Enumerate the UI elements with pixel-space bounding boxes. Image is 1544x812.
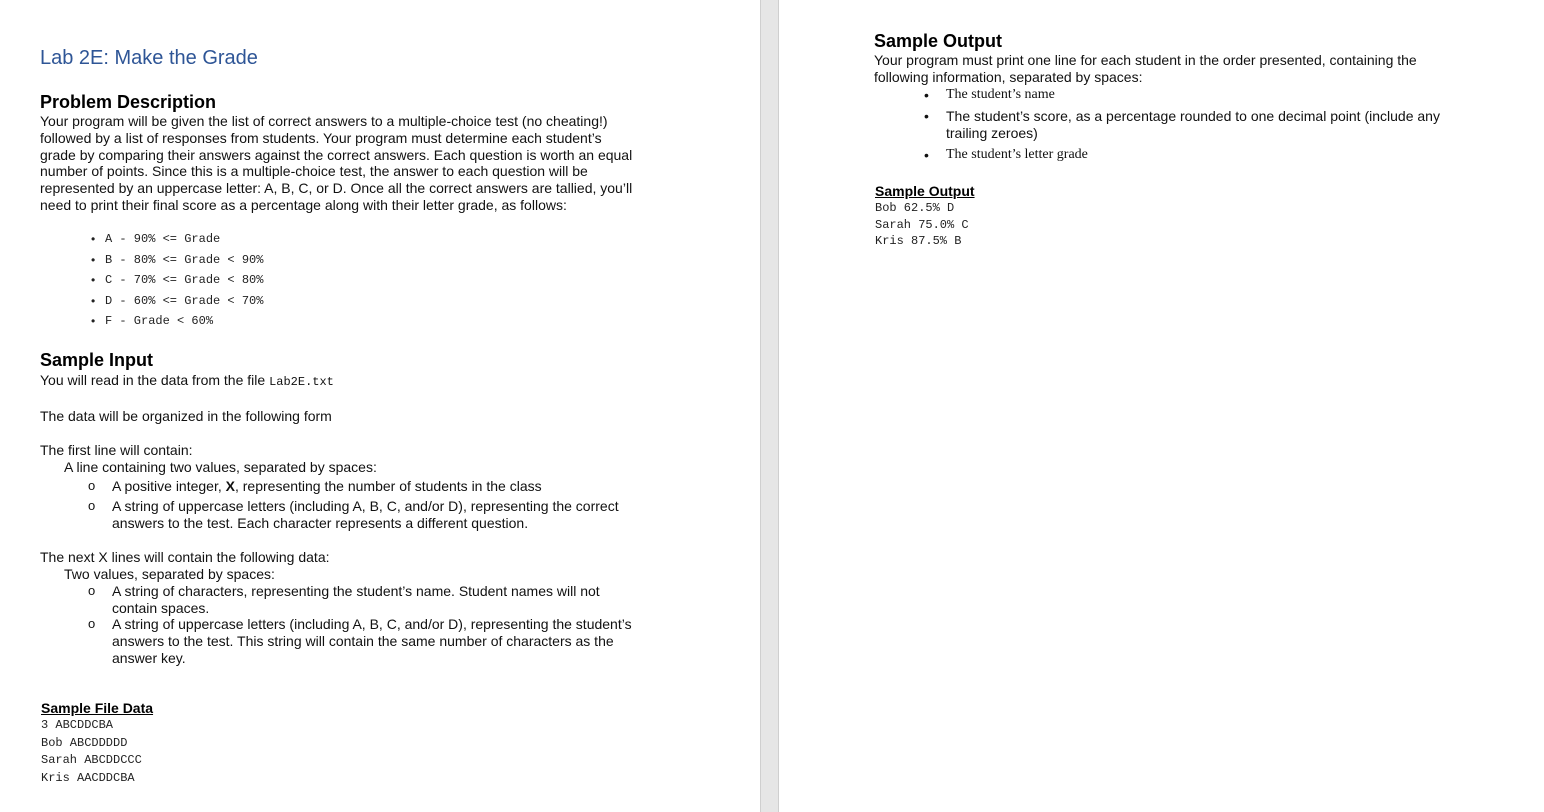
sample-output-heading: Sample Output: [874, 31, 1003, 51]
problem-line: Your program will be given the list of correct answers to a multiple-choice test (no cheating!): [40, 113, 608, 129]
text: trailing zeroes): [946, 124, 1038, 141]
text: The student’s score, as a percentage rounded to one decimal point (include any: [946, 108, 1440, 124]
circle-bullet-icon: o: [88, 478, 96, 493]
problem-description-heading: Problem Description: [40, 92, 217, 112]
output-sample-line: Bob 62.5% D: [875, 201, 955, 215]
problem-line: number of points. Since this is a multiple-choice test, the answer to each question will be: [40, 163, 588, 180]
output-description: [874, 52, 1514, 86]
sample-input-heading: Sample Input: [40, 350, 154, 370]
sample-file-data: [41, 717, 142, 787]
read-file-text: You will read in the data from the file: [40, 372, 270, 388]
sample-output-label: Sample Output: [875, 183, 975, 199]
problem-description-body: [40, 113, 730, 214]
text: answer key.: [112, 649, 186, 666]
next-lines-text: The next X lines will contain the following data:: [40, 549, 330, 565]
x-variable: X: [225, 478, 235, 494]
file-data-line: Kris AACDDCBA: [41, 770, 135, 785]
file-data-line: Sarah ABCDDCCC: [41, 753, 142, 768]
grade-item: • A - 90% <= Grade: [91, 229, 263, 250]
text: A string of uppercase letters (including A, B, C, and/or D), representing the correct: [112, 498, 619, 514]
circle-bullet-icon: o: [88, 498, 96, 513]
document-page-right: [779, 0, 1544, 812]
text: A string of uppercase letters (including A, B, C, and/or D), representing the student’s: [112, 616, 632, 632]
output-line: following information, separated by spaces:: [874, 68, 1143, 85]
sample-file-data-heading: Sample File Data: [41, 700, 154, 716]
bullet-icon: •: [924, 108, 929, 124]
read-file-line: [40, 372, 334, 391]
text: A string of characters, representing the student’s name. Student names will not: [112, 583, 600, 599]
problem-line: need to print their final score as a percentage along with their letter grade, as follows:: [40, 196, 567, 213]
first-line-subtext: A line containing two values, separated by spaces:: [64, 459, 377, 475]
text: contain spaces.: [112, 599, 210, 616]
bullet-icon: •: [924, 87, 929, 103]
grade-item: • F - Grade < 60%: [91, 311, 263, 332]
text: , representing the number of students in the class: [234, 478, 542, 494]
grade-item: • B - 80% <= Grade < 90%: [91, 250, 263, 271]
page-gutter: [760, 0, 779, 812]
grade-scale-list: [91, 229, 263, 332]
document-page-left: [0, 0, 760, 812]
organized-text: The data will be organized in the following form: [40, 408, 332, 424]
bullet-icon: •: [924, 147, 929, 163]
lab-title: Lab 2E: Make the Grade: [40, 47, 258, 69]
output-sample-line: Kris 87.5% B: [875, 234, 962, 249]
grade-item: • D - 60% <= Grade < 70%: [91, 291, 263, 312]
file-data-line: 3 ABCDDCBA: [41, 718, 114, 732]
text: A positive integer,: [112, 478, 226, 494]
text: answers to the test. Each character represents a different question.: [112, 514, 529, 531]
problem-line: followed by a list of responses from students. Your program must determine each student’s: [40, 129, 602, 146]
output-line: Your program must print one line for each student in the order presented, containing the: [874, 52, 1417, 68]
first-line-text: The first line will contain:: [40, 442, 193, 458]
circle-bullet-icon: o: [88, 616, 96, 631]
next-lines-subtext: Two values, separated by spaces:: [64, 566, 275, 582]
text: The student’s name: [946, 87, 1055, 102]
problem-line: grade by comparing their answers against the correct answers. Each question is worth an equal: [40, 146, 633, 163]
circle-bullet-icon: o: [88, 583, 96, 598]
text: The student’s letter grade: [946, 147, 1088, 162]
text: answers to the test. This string will contain the same number of characters as the: [112, 632, 614, 649]
problem-line: represented by an uppercase letter: A, B, C, or D. Once all the correct answers are tallied, you’ll: [40, 180, 633, 197]
file-data-line: Bob ABCDDDDD: [41, 735, 128, 750]
output-sample-line: Sarah 75.0% C: [875, 217, 969, 232]
file-name: Lab2E.txt: [269, 375, 334, 389]
sample-output-block: [875, 200, 969, 250]
grade-item: • C - 70% <= Grade < 80%: [91, 270, 263, 291]
